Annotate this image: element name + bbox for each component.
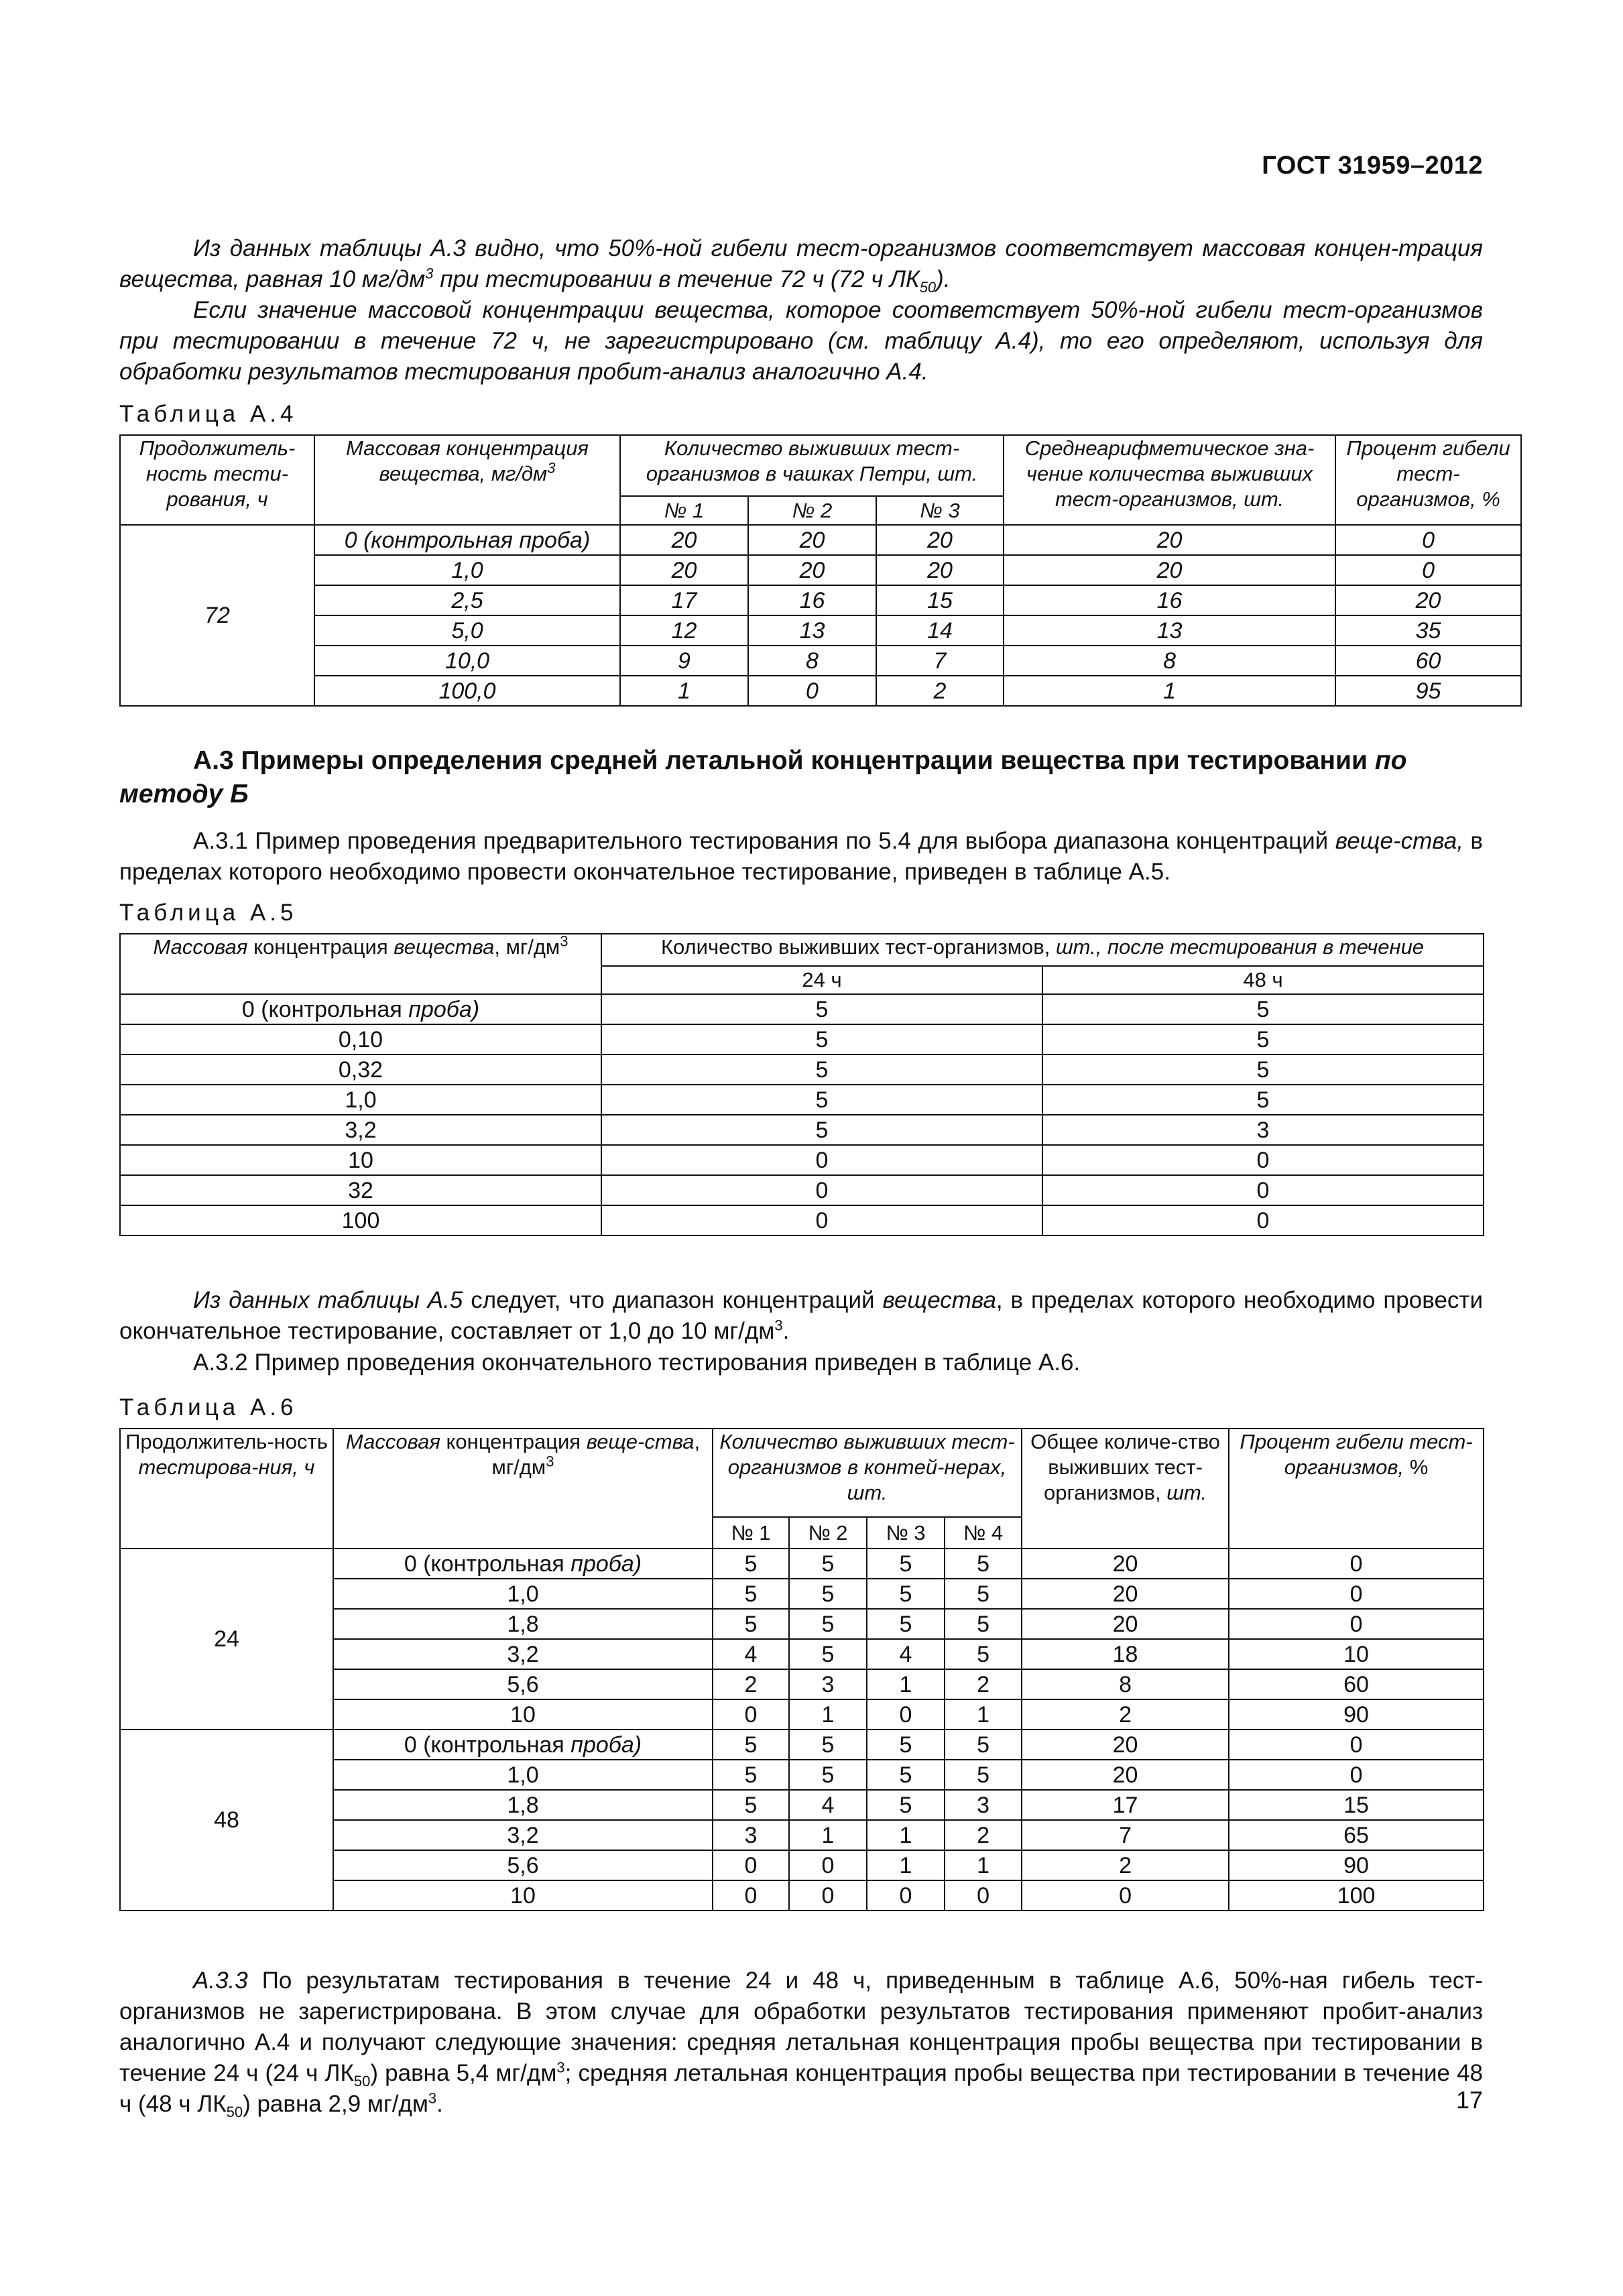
survivors-n4-cell: 3: [945, 1790, 1022, 1820]
table-row: [120, 1549, 1484, 1579]
table-row: [120, 555, 1521, 585]
survivors-n1-cell: 20: [620, 525, 748, 555]
table-a6-header-n3: № 3: [867, 1517, 945, 1549]
survivors-n2-cell: 16: [748, 585, 876, 615]
mortality-percent-cell: 15: [1229, 1790, 1484, 1820]
table-a5-header-concentration: Массовая концентрация вещества, $мг/дм^3$: [120, 934, 601, 994]
survivors-n2-cell: 20: [748, 525, 876, 555]
survivors-n1-cell: 9: [620, 646, 748, 676]
survivors-n3-cell: 5: [867, 1549, 945, 1579]
concentration-cell: 10: [333, 1880, 713, 1911]
survivors-n4-cell: 0: [945, 1880, 1022, 1911]
total-survivors-cell: 7: [1022, 1820, 1229, 1850]
concentration-cell: 3,2: [333, 1639, 713, 1669]
survivors-n2-cell: 4: [789, 1790, 867, 1820]
concentration-cell: 0,10: [120, 1024, 601, 1054]
survivors-n1-cell: 20: [620, 555, 748, 585]
table-row: [120, 525, 1521, 555]
concentration-cell: 32: [120, 1175, 601, 1205]
table-a6-header-n2: № 2: [789, 1517, 867, 1549]
survivors-n2-cell: 5: [789, 1730, 867, 1760]
table-a4-header-duration: Продолжитель-ность тести-рования, ч: [120, 435, 314, 525]
survivors-n1-cell: 5: [713, 1549, 789, 1579]
table-a6-header-concentration: Массовая концентрация веще-ства, $мг/дм^3$: [333, 1429, 713, 1549]
survivors-n4-cell: 5: [945, 1609, 1022, 1639]
survivors-24h-cell: 5: [601, 1054, 1042, 1085]
table-a6-header-total: Общее количе-ство выживших тест-организмов, шт.: [1022, 1429, 1229, 1549]
table-row: [120, 646, 1521, 676]
concentration-cell: 1,0: [120, 1085, 601, 1115]
survivors-n3-cell: 1: [867, 1669, 945, 1699]
survivors-n2-cell: 0: [789, 1850, 867, 1880]
table-row: [120, 1054, 1484, 1085]
survivors-n3-cell: 0: [867, 1699, 945, 1730]
page-number: 17: [1455, 2086, 1483, 2114]
survivors-48h-cell: 5: [1042, 994, 1484, 1024]
survivors-24h-cell: 5: [601, 1024, 1042, 1054]
concentration-cell: 1,0: [333, 1760, 713, 1790]
concentration-cell: 5,0: [314, 615, 620, 646]
concentration-cell: 5,6: [333, 1850, 713, 1880]
table-row: [120, 1085, 1484, 1115]
concentration-cell: 0 (контрольная проба): [314, 525, 620, 555]
survivors-n3-cell: 14: [876, 615, 1004, 646]
survivors-48h-cell: 0: [1042, 1175, 1484, 1205]
table-a4-header-survivors: Количество выживших тест-организмов в чашках Петри, шт.: [620, 435, 1004, 496]
survivors-n2-cell: 0: [748, 676, 876, 706]
table-row: [120, 1024, 1484, 1054]
table-row: [120, 1205, 1484, 1235]
paragraph-probit-note: Если значение массовой концентрации вещества, которое соответствует 50%-ной гибели тест-организмов при тестировании в течение 72 ч, не зарегистрировано (см. таблицу А.4), то его определяют, используя для обработки результатов тестирования пробит-анализ аналогично А.4.: [119, 297, 1483, 385]
survivors-24h-cell: 5: [601, 1085, 1042, 1115]
survivors-n4-cell: 2: [945, 1669, 1022, 1699]
table-a4-header-mean: Среднеарифметическое зна-чение количества выживших тест-организмов, шт.: [1004, 435, 1335, 525]
mortality-percent-cell: 0: [1229, 1760, 1484, 1790]
survivors-n3-cell: 0: [867, 1880, 945, 1911]
table-a5-header-survivors: Количество выживших тест-организмов, шт., после тестирования в течение: [601, 934, 1484, 966]
concentration-cell: 0,32: [120, 1054, 601, 1085]
survivors-n2-cell: 13: [748, 615, 876, 646]
table-a5-caption: Таблица А.5: [119, 900, 298, 926]
concentration-cell: 0 (контрольная проба): [333, 1730, 713, 1760]
survivors-n2-cell: 5: [789, 1579, 867, 1609]
survivors-24h-cell: 5: [601, 1115, 1042, 1145]
total-survivors-cell: 2: [1022, 1699, 1229, 1730]
table-a4-header-percent: Процент гибели тест-организмов, %: [1335, 435, 1521, 525]
total-survivors-cell: 8: [1022, 1669, 1229, 1699]
mortality-percent-cell: 20: [1335, 585, 1521, 615]
total-survivors-cell: 20: [1022, 1760, 1229, 1790]
survivors-n3-cell: 5: [867, 1790, 945, 1820]
duration-cell: 24: [120, 1549, 333, 1730]
table-row: [120, 994, 1484, 1024]
concentration-cell: 100: [120, 1205, 601, 1235]
survivors-n2-cell: 1: [789, 1699, 867, 1730]
survivors-n2-cell: 0: [789, 1880, 867, 1911]
table-a4-header-n3: № 3: [876, 496, 1004, 525]
mean-survivors-cell: 1: [1004, 676, 1335, 706]
survivors-n3-cell: 4: [867, 1639, 945, 1669]
survivors-n4-cell: 5: [945, 1639, 1022, 1669]
survivors-n3-cell: 20: [876, 525, 1004, 555]
total-survivors-cell: 20: [1022, 1609, 1229, 1639]
survivors-n4-cell: 2: [945, 1820, 1022, 1850]
table-row: [120, 1145, 1484, 1175]
concentration-cell: 10: [333, 1699, 713, 1730]
total-survivors-cell: 0: [1022, 1880, 1229, 1911]
table-row: [120, 585, 1521, 615]
table-a4-header-concentration: Массовая концентрация вещества, $мг/дм^3$: [314, 435, 620, 525]
survivors-n1-cell: 0: [713, 1880, 789, 1911]
mortality-percent-cell: 90: [1229, 1850, 1484, 1880]
section-a3-title: А.3 Примеры определения средней летальной концентрации вещества при тестировании по методу Б: [119, 746, 1407, 808]
survivors-n4-cell: 1: [945, 1850, 1022, 1880]
mortality-percent-cell: 35: [1335, 615, 1521, 646]
concentration-cell: 3,2: [120, 1115, 601, 1145]
table-a4: [119, 434, 1522, 707]
survivors-n1-cell: 4: [713, 1639, 789, 1669]
mortality-percent-cell: 0: [1229, 1579, 1484, 1609]
survivors-n2-cell: 20: [748, 555, 876, 585]
survivors-n1-cell: 3: [713, 1820, 789, 1850]
concentration-cell: 10,0: [314, 646, 620, 676]
duration-cell: 72: [120, 525, 314, 706]
total-survivors-cell: 18: [1022, 1639, 1229, 1669]
survivors-n1-cell: 12: [620, 615, 748, 646]
mortality-percent-cell: 0: [1229, 1609, 1484, 1639]
survivors-48h-cell: 0: [1042, 1205, 1484, 1235]
table-row: [120, 1175, 1484, 1205]
table-row: [120, 615, 1521, 646]
total-survivors-cell: 2: [1022, 1850, 1229, 1880]
survivors-n2-cell: 5: [789, 1609, 867, 1639]
total-survivors-cell: 20: [1022, 1730, 1229, 1760]
concentration-cell: 0 (контрольная проба): [333, 1549, 713, 1579]
survivors-48h-cell: 3: [1042, 1115, 1484, 1145]
concentration-cell: 100,0: [314, 676, 620, 706]
survivors-n2-cell: 8: [748, 646, 876, 676]
table-a6-caption: Таблица А.6: [119, 1394, 298, 1421]
survivors-n2-cell: 1: [789, 1820, 867, 1850]
concentration-cell: 1,8: [333, 1790, 713, 1820]
concentration-cell: 2,5: [314, 585, 620, 615]
survivors-n2-cell: 5: [789, 1760, 867, 1790]
survivors-48h-cell: 5: [1042, 1024, 1484, 1054]
survivors-n1-cell: 2: [713, 1669, 789, 1699]
table-a5: [119, 933, 1484, 1236]
concentration-cell: 3,2: [333, 1820, 713, 1850]
paragraph-a3-conclusion: Из данных таблицы А.3 видно, что 50%-ной гибели тест-организмов соответствует массовая концен-трация вещества, равная 10 $мг/дм^3$ при тестировании в течение 72 ч (72 ч $ЛК_{50}$).: [119, 235, 1483, 296]
concentration-cell: 10: [120, 1145, 601, 1175]
concentration-cell: 1,0: [333, 1579, 713, 1609]
table-a4-header-n1: № 1: [620, 496, 748, 525]
survivors-n1-cell: 5: [713, 1730, 789, 1760]
mean-survivors-cell: 8: [1004, 646, 1335, 676]
table-a4-header-n2: № 2: [748, 496, 876, 525]
mean-survivors-cell: 16: [1004, 585, 1335, 615]
survivors-n2-cell: 5: [789, 1639, 867, 1669]
document-header: ГОСТ 31959–2012: [1262, 152, 1483, 180]
survivors-n1-cell: 1: [620, 676, 748, 706]
mean-survivors-cell: 20: [1004, 525, 1335, 555]
survivors-24h-cell: 0: [601, 1175, 1042, 1205]
survivors-n3-cell: 5: [867, 1760, 945, 1790]
table-a6-header-percent: Процент гибели тест-организмов, %: [1229, 1429, 1484, 1549]
concentration-cell: 5,6: [333, 1669, 713, 1699]
table-a5-header-48h: 48 ч: [1042, 966, 1484, 994]
survivors-n1-cell: 17: [620, 585, 748, 615]
survivors-n1-cell: 5: [713, 1760, 789, 1790]
survivors-24h-cell: 0: [601, 1145, 1042, 1175]
table-a6-header-survivors: Количество выживших тест-организмов в контей-нерах, шт.: [713, 1429, 1022, 1517]
survivors-n3-cell: 1: [867, 1820, 945, 1850]
survivors-48h-cell: 0: [1042, 1145, 1484, 1175]
mortality-percent-cell: 100: [1229, 1880, 1484, 1911]
table-row: [120, 1115, 1484, 1145]
survivors-n4-cell: 5: [945, 1760, 1022, 1790]
survivors-n1-cell: 0: [713, 1699, 789, 1730]
mortality-percent-cell: 0: [1229, 1549, 1484, 1579]
survivors-n3-cell: 5: [867, 1609, 945, 1639]
mortality-percent-cell: 0: [1229, 1730, 1484, 1760]
mortality-percent-cell: 0: [1335, 525, 1521, 555]
paragraph-a3-2: А.3.2 Пример проведения окончательного тестирования приведен в таблице А.6.: [193, 1349, 1081, 1376]
paragraph-a5-conclusion: Из данных таблицы А.5 следует, что диапазон концентраций вещества, в пределах которого необходимо провести окончательное тестирование, составляет от 1,0 до 10 $мг/дм^3$.: [119, 1287, 1483, 1344]
concentration-cell: 1,8: [333, 1609, 713, 1639]
survivors-n3-cell: 7: [876, 646, 1004, 676]
table-row: [120, 1730, 1484, 1760]
mortality-percent-cell: 90: [1229, 1699, 1484, 1730]
survivors-n4-cell: 5: [945, 1549, 1022, 1579]
total-survivors-cell: 17: [1022, 1790, 1229, 1820]
survivors-n3-cell: 1: [867, 1850, 945, 1880]
survivors-48h-cell: 5: [1042, 1054, 1484, 1085]
table-a4-caption: Таблица А.4: [119, 401, 298, 427]
survivors-n2-cell: 5: [789, 1549, 867, 1579]
table-a5-header-24h: 24 ч: [601, 966, 1042, 994]
survivors-n4-cell: 5: [945, 1579, 1022, 1609]
duration-cell: 48: [120, 1730, 333, 1911]
survivors-n2-cell: 3: [789, 1669, 867, 1699]
survivors-n3-cell: 20: [876, 555, 1004, 585]
paragraph-a3-1: А.3.1 Пример проведения предварительного тестирования по 5.4 для выбора диапазона концентраций веще-ства, в пределах которого необходимо провести окончательное тестирование, приведен в таблице А.5.: [119, 828, 1483, 885]
table-a6-header-duration: Продолжитель-ность тестирова-ния, ч: [120, 1429, 333, 1549]
total-survivors-cell: 20: [1022, 1549, 1229, 1579]
paragraph-a3-3: А.3.3 По результатам тестирования в течение 24 и 48 ч, приведенным в таблице А.6, 50%-ная гибель тест-организмов не зарегистрирована. В этом случае для обработки результатов тестирования применяют пробит-анализ аналогично А.4 и получают следующие значения: средняя летальная концентрация пробы вещества при тестировании в течение 24 ч (24 ч $ЛК_{50}$) равна 5,4 $мг/дм^3$; средняя летальная концентрация пробы вещества при тестировании в течение 48 ч (48 ч $ЛК_{50}$) равна 2,9 $мг/дм^3$.: [119, 1968, 1483, 2120]
mortality-percent-cell: 65: [1229, 1820, 1484, 1850]
mortality-percent-cell: 0: [1335, 555, 1521, 585]
survivors-n1-cell: 5: [713, 1609, 789, 1639]
concentration-cell: 1,0: [314, 555, 620, 585]
mortality-percent-cell: 95: [1335, 676, 1521, 706]
mean-survivors-cell: 13: [1004, 615, 1335, 646]
mortality-percent-cell: 60: [1335, 646, 1521, 676]
survivors-n3-cell: 2: [876, 676, 1004, 706]
survivors-n1-cell: 5: [713, 1579, 789, 1609]
table-row: [120, 676, 1521, 706]
survivors-n1-cell: 0: [713, 1850, 789, 1880]
survivors-48h-cell: 5: [1042, 1085, 1484, 1115]
concentration-cell: 0 (контрольная проба): [120, 994, 601, 1024]
survivors-n4-cell: 5: [945, 1730, 1022, 1760]
survivors-n1-cell: 5: [713, 1790, 789, 1820]
mean-survivors-cell: 20: [1004, 555, 1335, 585]
table-a6: [119, 1428, 1484, 1911]
survivors-n3-cell: 5: [867, 1579, 945, 1609]
mortality-percent-cell: 60: [1229, 1669, 1484, 1699]
table-a6-header-n1: № 1: [713, 1517, 789, 1549]
table-a6-header-n4: № 4: [945, 1517, 1022, 1549]
survivors-n3-cell: 5: [867, 1730, 945, 1760]
survivors-24h-cell: 5: [601, 994, 1042, 1024]
survivors-n3-cell: 15: [876, 585, 1004, 615]
mortality-percent-cell: 10: [1229, 1639, 1484, 1669]
survivors-n4-cell: 1: [945, 1699, 1022, 1730]
total-survivors-cell: 20: [1022, 1579, 1229, 1609]
survivors-24h-cell: 0: [601, 1205, 1042, 1235]
